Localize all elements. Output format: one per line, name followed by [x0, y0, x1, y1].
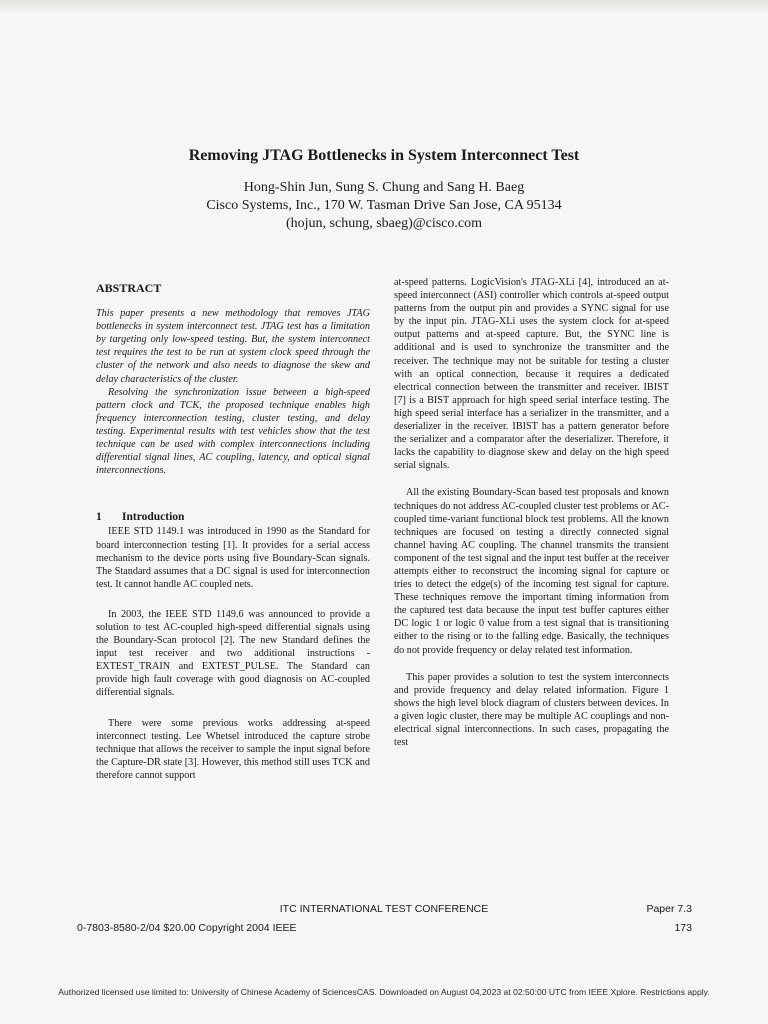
abstract-paragraph: This paper presents a new methodology that removes JTAG bottlenecks in system interconnect test. JTAG test has a limitation by targeting only low-speed testing. But, the system interconnect test requires the test to be run at system clock speed through the cluster of the network and also needs to diagnose the skew and delay characteristics of the cluster. — [96, 308, 370, 385]
body-paragraph: There were some previous works addressing at-speed interconnect testing. Lee Whetsel introduced the capture strobe technique that allows the receiver to sample the input signal before the Capture-DR state [3]. However, this method still uses TCK and therefore cannot support — [96, 717, 370, 781]
body-paragraph: IEEE STD 1149.1 was introduced in 1990 as the Standard for board interconnection testing [1]. It provides for a serial access mechanism to the device ports using five Boundary-Scan signals. The Standard assumes that a DC signal is used for interconnection test. It cannot handle AC coupled nets. — [96, 526, 370, 590]
footer-copyright: 0-7803-8580-2/04 $20.00 Copyright 2004 IEEE — [77, 922, 297, 934]
page-top-edge — [0, 0, 768, 14]
right-column — [394, 276, 669, 749]
body-paragraph: In 2003, the IEEE STD 1149.6 was announced to provide a solution to test AC-coupled high-speed differential signals using the Boundary-Scan protocol [2]. The new Standard defines the input test receiver and two additional instructions - EXTEST_TRAIN and EXTEST_PULSE. The Standard can provide high fault coverage with good diagnosis on AC-coupled differential signals. — [96, 608, 370, 699]
introduction-section — [96, 511, 370, 782]
abstract-paragraph: Resolving the synchronization issue between a high-speed pattern clock and TCK, the proposed technique enables high frequency interconnection testing, cluster testing, and delay testing. Experimental results with test vehicles show that the test technique can be used with complex interconnections including differential signal lines, AC coupling, latency, and optical signal interconnections. — [96, 386, 370, 477]
section-heading — [96, 511, 370, 524]
body-paragraph: at-speed patterns. LogicVision's JTAG-XLi [4], introduced an at-speed interconnect (ASI) controller which controls at-speed output patterns from the output pin and provides a SYNC signal for use by the input pin. JTAG-XLi uses the system clock for at-speed output patterns and at-speed capture. But, the SYNC line is additional and is used to synchronize the transmitter and the receiver. The technique may not be suitable for testing a cluster with an optical connection, because it requires a dedicated electrical connection between the transmitter and receiver. IBIST [7] is a BIST approach for high speed serial interface testing. The high speed serial interface has a serializer in the transmitter, and a deserializer in the receiver. IBIST has a pattern generator before the serializer and a comparator after the deserializer. Therefore, it lacks the capability to diagnose skew and delay on the high speed serial signals. — [394, 277, 669, 472]
footer-page-number: 173 — [674, 922, 692, 934]
author-emails: (hojun, schung, sbaeg)@cisco.com — [285, 216, 482, 231]
paper-title: Removing JTAG Bottlenecks in System Interconnect Test — [188, 147, 580, 164]
license-notice: Authorized licensed use limited to: University of Chinese Academy of SciencesCAS. Downloaded on August 04,2023 at 02:50:00 UTC from IEEE Xplore. Restrictions apply. — [58, 987, 710, 997]
abstract-heading: ABSTRACT — [96, 281, 162, 295]
footer-paper-number: Paper 7.3 — [646, 903, 692, 915]
author-affiliation: Cisco Systems, Inc., 170 W. Tasman Drive San Jose, CA 95134 — [206, 198, 562, 213]
author-names: Hong-Shin Jun, Sung S. Chung and Sang H. Baeg — [243, 180, 525, 195]
section-number: 1 — [96, 511, 102, 524]
body-paragraph: All the existing Boundary-Scan based test proposals and known techniques do not address AC-coupled cluster test problems or AC-coupled time-variant functional block test problems. All the known techniques are focused on testing a directly connected signal channel having AC coupling. The channel transmits the transient component of the test signal and the input test buffer at the receiver attempts either to reconstruct the incoming signal for capture or tries to detect the edge(s) of the incoming test signal for capture. These techniques remove the important timing information from the captured test data because the input test buffer captures either DC logic 1 or logic 0 value from a test signal that is transitioning either to the rising or to the falling edge. Basically, the techniques do not provide frequency or delay related test information. — [394, 487, 669, 656]
section-title: Introduction — [122, 511, 185, 524]
body-paragraph: This paper provides a solution to test the system interconnects and provide frequency and delay related information. Figure 1 shows the high level block diagram of clusters between devices. In a given logic cluster, there may be multiple AC couplings and non-electrical signal interconnections. In such cases, propagating the test — [394, 671, 669, 749]
author-block — [0, 179, 768, 233]
abstract-section — [96, 282, 370, 477]
left-column — [96, 282, 370, 782]
footer-conference: ITC INTERNATIONAL TEST CONFERENCE — [279, 903, 489, 915]
